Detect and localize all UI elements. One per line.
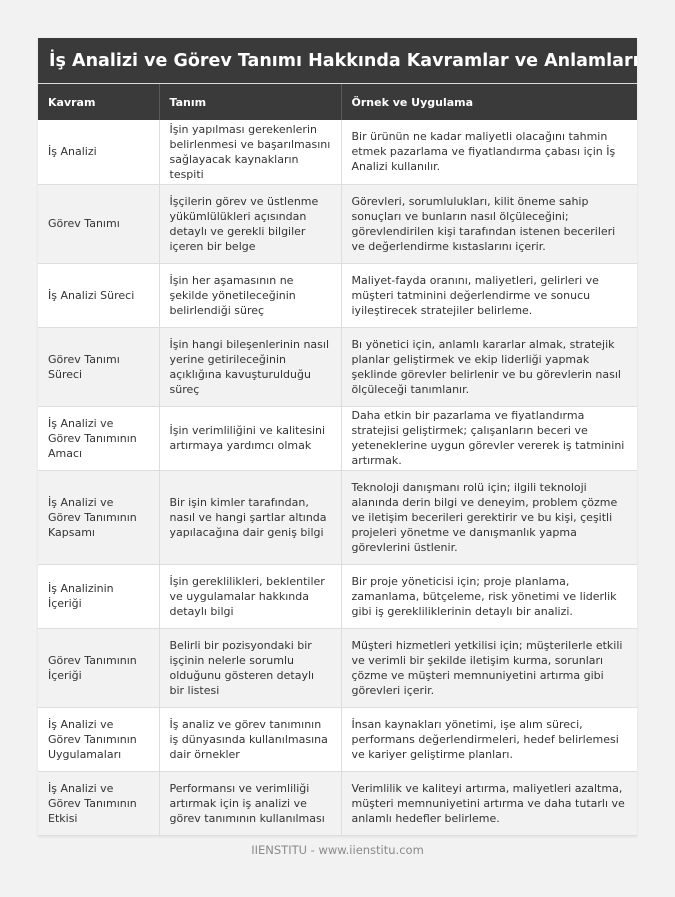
concepts-table <box>38 84 637 836</box>
cell-ornek: Teknoloji danışmanı rolü için; ilgili teknoloji alanında derin bilgi ve deneyim, problem çözme ve iletişim becerileri gerektirir ve bu kişi, çeşitli projeleri yönetme ve danışmanlık yapma görevlerini üstlenir. <box>341 470 637 564</box>
cell-tanim: Bir işin kimler tarafından, nasıl ve hangi şartlar altında yapılacağına dair geniş bilgi <box>159 470 341 564</box>
cell-kavram: İş Analizi <box>38 120 159 184</box>
cell-kavram: İş Analizi ve Görev Tanımının Uygulamaları <box>38 707 159 771</box>
footer-credit: IIENSTITU - www.iienstitu.com <box>251 843 424 857</box>
cell-kavram: İş Analizi Süreci <box>38 263 159 327</box>
cell-ornek: Maliyet-fayda oranını, maliyetleri, gelirleri ve müşteri tatminini değerlendirme ve sonucu iyileştirecek stratejiler belirleme. <box>341 263 637 327</box>
table-row <box>38 263 637 327</box>
cell-ornek: Görevleri, sorumlulukları, kilit öneme sahip sonuçları ve bunların nasıl ölçüleceğini; görevlendirilen kişi tarafından istenen becerileri ve değerlendirme kıstaslarını içerir. <box>341 184 637 263</box>
table-row <box>38 707 637 771</box>
cell-tanim: Performansı ve verimliliği artırmak için iş analizi ve görev tanımının kullanılması <box>159 771 341 835</box>
cell-ornek: Bı yönetici için, anlamlı kararlar almak, stratejik planlar geliştirmek ve ekip liderliği yapmak şeklinde görevler belirlenir ve bu görevlerin nasıl ölçüleceği tanımlanır. <box>341 327 637 406</box>
table-row <box>38 564 637 628</box>
column-header-tanim: Tanım <box>159 84 341 120</box>
table-row <box>38 327 637 406</box>
column-header-ornek: Örnek ve Uygulama <box>341 84 637 120</box>
cell-kavram: Görev Tanımı Süreci <box>38 327 159 406</box>
table-row <box>38 406 637 470</box>
cell-kavram: İş Analizinin İçeriği <box>38 564 159 628</box>
cell-kavram: İş Analizi ve Görev Tanımının Amacı <box>38 406 159 470</box>
cell-ornek: Bir ürünün ne kadar maliyetli olacağını tahmin etmek pazarlama ve fiyatlandırma çabası için İş Analizi kullanılır. <box>341 120 637 184</box>
cell-kavram: İş Analizi ve Görev Tanımının Kapsamı <box>38 470 159 564</box>
table-row <box>38 470 637 564</box>
table-row <box>38 120 637 184</box>
cell-tanim: İşin yapılması gerekenlerin belirlenmesi ve başarılmasını sağlayacak kaynakların tespiti <box>159 120 341 184</box>
table-header-row <box>38 84 637 120</box>
cell-tanim: Belirli bir pozisyondaki bir işçinin nelerle sorumlu olduğunu gösteren detaylı bir listesi <box>159 628 341 707</box>
cell-tanim: İşin verimliliğini ve kalitesini artırmaya yardımcı olmak <box>159 406 341 470</box>
column-header-kavram: Kavram <box>38 84 159 120</box>
cell-ornek: Müşteri hizmetleri yetkilisi için; müşterilerle etkili ve verimli bir şekilde iletişim kurma, sorunları çözme ve müşteri memnuniyetini artırma gibi görevleri içerir. <box>341 628 637 707</box>
cell-tanim: İşçilerin görev ve üstlenme yükümlülükleri açısından detaylı ve gerekli bilgiler içeren bir belge <box>159 184 341 263</box>
cell-tanim: İş analiz ve görev tanımının iş dünyasında kullanılmasına dair örnekler <box>159 707 341 771</box>
cell-ornek: Bir proje yöneticisi için; proje planlama, zamanlama, bütçeleme, risk yönetimi ve liderlik gibi iş gerekliliklerinin detaylı bir analizi. <box>341 564 637 628</box>
table-row <box>38 184 637 263</box>
cell-tanim: İşin her aşamasının ne şekilde yönetileceğinin belirlendiği süreç <box>159 263 341 327</box>
cell-tanim: İşin hangi bileşenlerinin nasıl yerine getirileceğinin açıklığına kavuşturulduğu süreç <box>159 327 341 406</box>
cell-ornek: İnsan kaynakları yönetimi, işe alım süreci, performans değerlendirmeleri, hedef belirlemesi ve kariyer geliştirme planları. <box>341 707 637 771</box>
cell-kavram: Görev Tanımının İçeriği <box>38 628 159 707</box>
cell-ornek: Daha etkin bir pazarlama ve fiyatlandırma stratejisi geliştirmek; çalışanların beceri ve yeteneklerine uygun görevler vererek iş tatminini artırmak. <box>341 406 637 470</box>
table-row <box>38 628 637 707</box>
content-card <box>38 38 637 836</box>
cell-kavram: İş Analizi ve Görev Tanımının Etkisi <box>38 771 159 835</box>
page-title: İş Analizi ve Görev Tanımı Hakkında Kavramlar ve Anlamları <box>38 38 637 84</box>
table-row <box>38 771 637 835</box>
cell-tanim: İşin gereklilikleri, beklentiler ve uygulamalar hakkında detaylı bilgi <box>159 564 341 628</box>
cell-kavram: Görev Tanımı <box>38 184 159 263</box>
cell-ornek: Verimlilik ve kaliteyi artırma, maliyetleri azaltma, müşteri memnuniyetini artırma ve daha tutarlı ve anlamlı hedefler belirleme. <box>341 771 637 835</box>
